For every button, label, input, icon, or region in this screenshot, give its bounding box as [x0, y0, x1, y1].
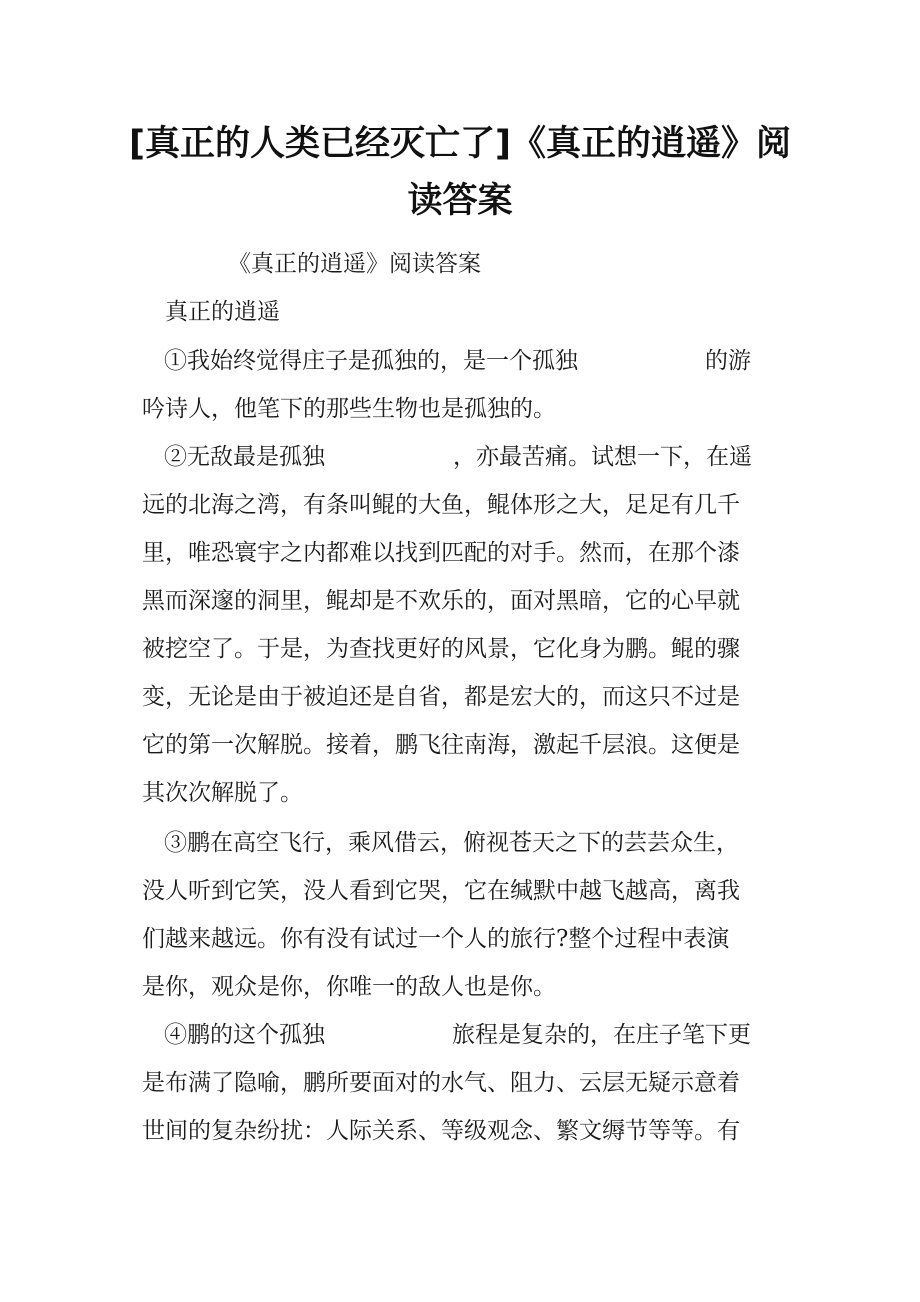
paragraph-line: 它的第一次解脱。接着，鹏飞往南海，激起千层浪。这便是 — [142, 732, 740, 758]
paragraph-4 — [142, 1011, 786, 1155]
paragraph-line: 们越来越远。你有没有试过一个人的旅行?整个过程中表演 — [142, 926, 730, 952]
paragraph-line: 里，唯恐寰宇之内都难以找到匹配的对手。然而，在那个漆 — [142, 540, 740, 566]
paragraph-text: ②无敌最是孤独 — [164, 444, 325, 470]
paragraph-line: 变，无论是由于被迫还是自省，都是宏大的，而这只不过是 — [142, 684, 740, 710]
paragraph-line — [142, 337, 786, 385]
paragraph-text: ③鹏在高空飞行，乘风借云，俯视苍天之下的芸芸众生， — [164, 830, 739, 856]
paragraph-3 — [142, 819, 786, 1011]
paragraph-line — [142, 819, 786, 867]
paragraph-line: 被挖空了。于是，为查找更好的风景，它化身为鹏。鲲的骤 — [142, 636, 740, 662]
paragraph-text: ④鹏的这个孤独 — [164, 1022, 325, 1048]
paragraph-text: ①我始终觉得庄子是孤独的，是一个孤独 — [164, 348, 578, 374]
title-line-1: [真正的人类已经灭亡了]《真正的逍遥》阅 — [129, 124, 791, 164]
paragraph-line: 世间的复杂纷扰：人际关系、等级观念、繁文缛节等等。有 — [142, 1118, 740, 1144]
paragraph-line: 是你，观众是你，你唯一的敌人也是你。 — [142, 974, 556, 1000]
paragraph-text: ，亦最苦痛。试想一下，在遥 — [453, 444, 752, 470]
paragraph-line: 吟诗人，他笔下的那些生物也是孤独的。 — [142, 396, 556, 422]
article-heading: 真正的逍遥 — [165, 299, 280, 325]
paragraph-text: 旅程是复杂的，在庄子笔下更 — [452, 1022, 751, 1048]
paragraph-text: 的游 — [705, 348, 751, 374]
paragraph-line: 其次次解脱了。 — [142, 780, 303, 806]
document-subtitle: 《真正的逍遥》阅读答案 — [228, 251, 481, 277]
paragraph-2 — [142, 433, 786, 817]
paragraph-line: 没人听到它笑，没人看到它哭，它在缄默中越飞越高，离我 — [142, 878, 740, 904]
paragraph-line: 是布满了隐喻，鹏所要面对的水气、阻力、云层无疑示意着 — [142, 1070, 740, 1096]
title-line-2: 读答案 — [407, 181, 513, 221]
paragraph-line: 远的北海之湾，有条叫鲲的大鱼，鲲体形之大，足足有几千 — [142, 492, 740, 518]
document-title — [100, 116, 820, 230]
paragraph-1 — [142, 337, 786, 433]
paragraph-line — [142, 1011, 786, 1059]
paragraph-line — [142, 433, 786, 481]
paragraph-line: 黑而深邃的洞里，鲲却是不欢乐的，面对黑暗，它的心早就 — [142, 588, 740, 614]
